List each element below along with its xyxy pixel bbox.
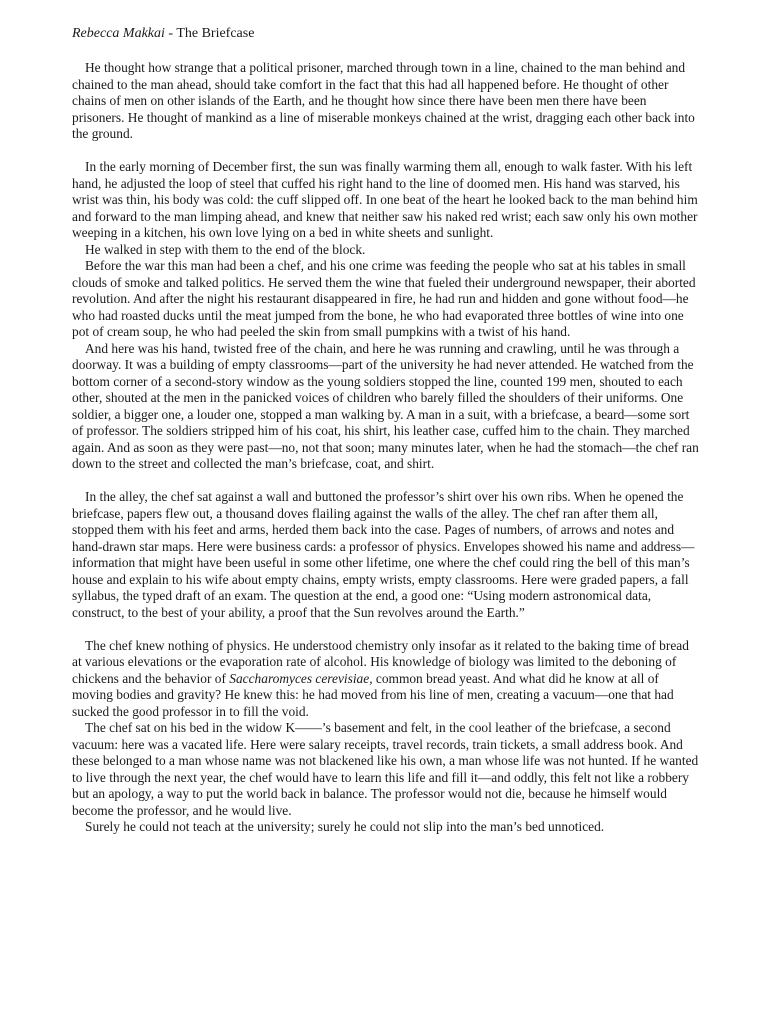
header-separator: - xyxy=(164,26,177,41)
story-body xyxy=(72,60,700,836)
paragraph-7-text-after: common bread yeast. And what did he know at all of moving bodies and gravity? He knew this: he had moved from his line of men, creating a vacuum—one that had sucked the good professor in to fill the void. xyxy=(72,670,674,719)
header-title: The Briefcase xyxy=(176,26,255,41)
paragraph-2: In the early morning of December first, the sun was finally warming them all, enough to walk faster. With his left hand, he adjusted the loop of steel that cuffed his right hand to the line of doomed men. His hand was starved, his wrist was thin, his body was cold: the cuff slipped off. In one beat of the heart he looked back to the man behind him and forward to the man limping ahead, and knew that neither saw his naked red wrist; each saw only his own mother weeping in a kitchen, his own love lying on a bed in white sheets and sunlight. xyxy=(72,159,698,240)
paragraph-8: The chef sat on his bed in the widow K——’s basement and felt, in the cool leather of the briefcase, a second vacuum: here was a vacated life. Here were salary receipts, travel records, train tickets, a small address book. And these belonged to a man whose name was not blackened like his own, a man whose life was not hunted. If he wanted to live through the next year, the chef would have to learn this life and fill it—and oddly, this felt not like a robbery but an apology, a way to put the world back in balance. The professor would not die, because he himself would become the professor, and he would live. xyxy=(72,720,699,818)
paragraph-7-text-before: The chef knew nothing of physics. He understood chemistry only insofar as it related to the baking time of bread at various elevations or the evaporation rate of alcohol. His knowledge of biology was limited to the deboning of chickens and the behavior of xyxy=(72,637,689,686)
header-author: Rebecca Makkai xyxy=(72,26,165,41)
paragraph-7-italic-species: Saccharomyces cerevisiae, xyxy=(229,670,373,686)
paragraph-4: Before the war this man had been a chef, and his one crime was feeding the people who sat at his tables in small clouds of smoke and talked politics. He served them the wine that fueled their underground newspaper, their aborted revolution. And after the night his restaurant disappeared in fire, he had run and hidden and gone without food—he who had roasted ducks until the meat jumped from the bone, he who had evaporated three bottles of wine into one pot of cream soup, he who had peeled the skin from small pumpkins with a twist of his hand. xyxy=(72,258,696,339)
paragraph-9: Surely he could not teach at the university; surely he could not slip into the man’s bed unnoticed. xyxy=(85,819,605,834)
paragraph-3: He walked in step with them to the end of the block. xyxy=(85,241,366,257)
paragraph-7 xyxy=(72,638,700,721)
paragraph-6: In the alley, the chef sat against a wall and buttoned the professor’s shirt over his own ribs. When he opened the briefcase, papers flew out, a thousand doves flailing against the walls of the alley. The chef ran after them all, stopped them with his feet and arms, herded them back into the case. Pages of numbers, of arrows and notes and hand-drawn star maps. Here were business cards: a professor of physics. Envelopes showed his name and address—information that might have been useful in some other lifetime, one where the chef could ring the bell of this man’s house and explain to his wife about empty chains, empty wrists, empty classrooms. Here were graded papers, a fall syllabus, the typed draft of an exam. The question at the end, a good one: “Using modern astronomical data, construct, to the best of your ability, a proof that the Sun revolves around the Earth.” xyxy=(72,489,695,620)
running-header xyxy=(72,26,254,42)
paragraph-5: And here was his hand, twisted free of the chain, and here he was running and crawling, until he was through a doorway. It was a building of empty classrooms—part of the university he had never attended. He watched from the bottom corner of a second-story window as the young soldiers stopped the line, counted 199 men, shouted to each other, shouted at the men in the panicked voices of children who barely filled the shoulders of their uniforms. One soldier, a bigger one, a louder one, stopped a man walking by. A man in a suit, with a briefcase, a beard—some sort of professor. The soldiers stripped him of his coat, his shirt, his leather case, cuffed him to the chain. They marched again. And as soon as they were past—no, not that soon; many minutes later, when he had the stomach—the chef ran down to the street and collected the man’s briefcase, coat, and shirt. xyxy=(72,340,699,471)
paragraph-1: He thought how strange that a political prisoner, marched through town in a line, chained to the man behind and chained to the man ahead, should take comfort in the fact that this had all happened before. He thought of other chains of men on other islands of the Earth, and he thought how since there have been men there have been prisoners. He thought of mankind as a line of miserable monkeys chained at the wrist, dragging each other back into the ground. xyxy=(72,60,695,141)
